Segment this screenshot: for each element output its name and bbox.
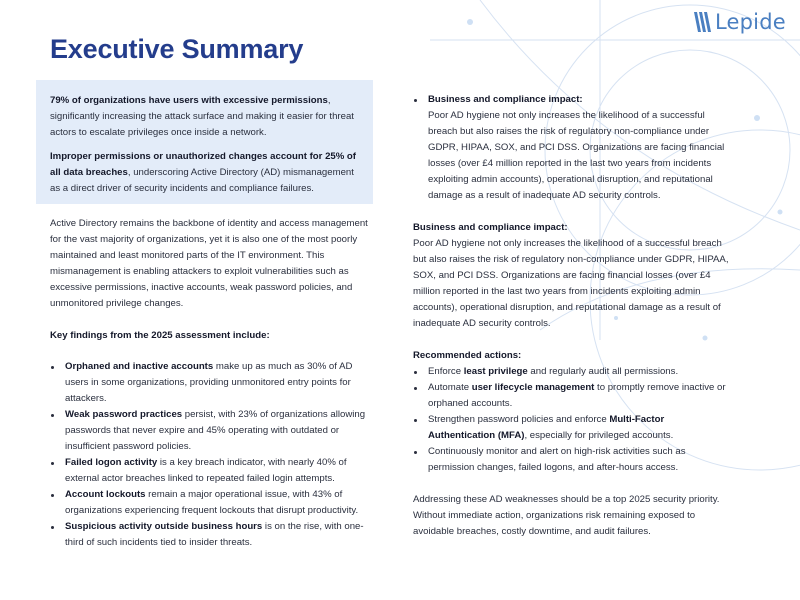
rec-text: , especially for privileged accounts. [524,430,674,441]
finding-bold: Account lockouts [65,489,146,500]
recommended-list [413,364,731,476]
list-item [413,380,731,412]
finding-bold: Weak password practices [65,409,183,420]
rec-text: and regularly audit all permissions. [527,366,679,377]
recommended-heading: Recommended actions: [413,350,522,361]
list-item [50,519,368,551]
intro-paragraph: Active Directory remains the backbone of identity and access management for the vast majority of organizations, yet it is also one of the most poorly maintained and least monitored parts of the IT environment. This mismanagement is enabling attackers to exploit vulnerabilities such as excessive permissions, inactive accounts, weak password policies, and unmonitored privilege changes. [50,218,368,309]
rec-text: Automate [428,382,472,393]
list-item [413,444,731,476]
impact-paragraph: Poor AD hygiene not only increases the likelihood of a successful breach but also raises the risk of regulatory non-compliance under GDPR, HIPAA, SOX, and PCI DSS. Organizations are facing financial losses (over £4 million reported in the last two years from incidents exploiting admin accounts), operational disruption, and reputational damage as a result of inadequate AD security controls. [413,238,729,329]
impact-heading: Business and compliance impact: [413,222,568,233]
key-stats-callout [36,80,373,204]
impact-bullet-heading: Business and compliance impact: [428,94,583,105]
callout-stat-1 [50,93,359,141]
rec-bold: user lifecycle management [471,382,595,393]
list-item [50,487,368,519]
rec-text: Strengthen password policies and enforce [428,414,610,425]
finding-text: is a key breach indicator, with nearly 40% of external actor breaches linked to repeated failed login attempts. [65,457,347,484]
finding-text: persist, with 23% of organizations allowing passwords that never expire and 45% operating with outdated or insufficient password policies. [65,409,366,452]
callout-stat-2 [50,149,359,197]
list-item [50,359,368,407]
finding-text: make up as much as 30% of AD users in some organizations, providing unmonitored entry points for attackers. [65,361,353,404]
lepide-logo-icon [694,12,711,32]
page-title: Executive Summary [50,34,304,64]
callout-stat-1-bold: 79% of organizations have users with excessive permissions [50,95,328,106]
impact-bullet-list [413,92,733,204]
list-item [413,92,733,108]
finding-bold: Suspicious activity outside business hours [65,521,263,532]
logo-wordmark: Lepide [715,10,786,34]
finding-text: remain a major operational issue, with 43% of organizations experiencing frequent lockouts that disrupt productivity. [65,489,359,516]
callout-stat-2-bold: Improper permissions or unauthorized changes account for 25% of all data breaches [50,151,356,178]
callout-stat-2-text: , underscoring Active Directory (AD) mismanagement as a direct driver of security incidents and compliance failures. [50,167,354,194]
finding-bold: Orphaned and inactive accounts [65,361,214,372]
rec-text: Continuously monitor and alert on high-risk activities such as permission changes, failed logons, and after-hours access. [428,446,686,473]
list-item [413,364,731,380]
findings-list [50,359,368,551]
rec-text: to promptly remove inactive or orphaned accounts. [428,382,726,409]
key-findings-heading: Key findings from the 2025 assessment include: [50,330,270,341]
list-item [50,407,368,455]
list-item [413,412,731,444]
rec-text: Enforce [428,366,464,377]
lepide-logo [694,10,786,34]
finding-bold: Failed logon activity [65,457,158,468]
rec-bold: Multi-Factor Authentication (MFA) [428,414,665,441]
finding-text: is on the rise, with one-third of such incidents tied to insider threats. [65,521,364,548]
impact-bullet-text: Poor AD hygiene not only increases the likelihood of a successful breach but also raises the risk of regulatory non-compliance under GDPR, HIPAA, SOX, and PCI DSS. Organizations are facing financial losses (over £4 million reported in the last two years from incidents exploiting admin accounts), operational disruption, and reputational damage as a result of inadequate AD security controls. [428,110,725,201]
rec-bold: least privilege [463,366,528,377]
callout-stat-1-text: , significantly increasing the attack surface and making it easier for threat actors to escalate privileges once inside a network. [50,95,354,138]
closing-paragraph: Addressing these AD weaknesses should be a top 2025 security priority. Without immediate action, organizations risk remaining exposed to avoidable breaches, costly downtime, and audit failures. [413,494,720,537]
list-item [50,455,368,487]
